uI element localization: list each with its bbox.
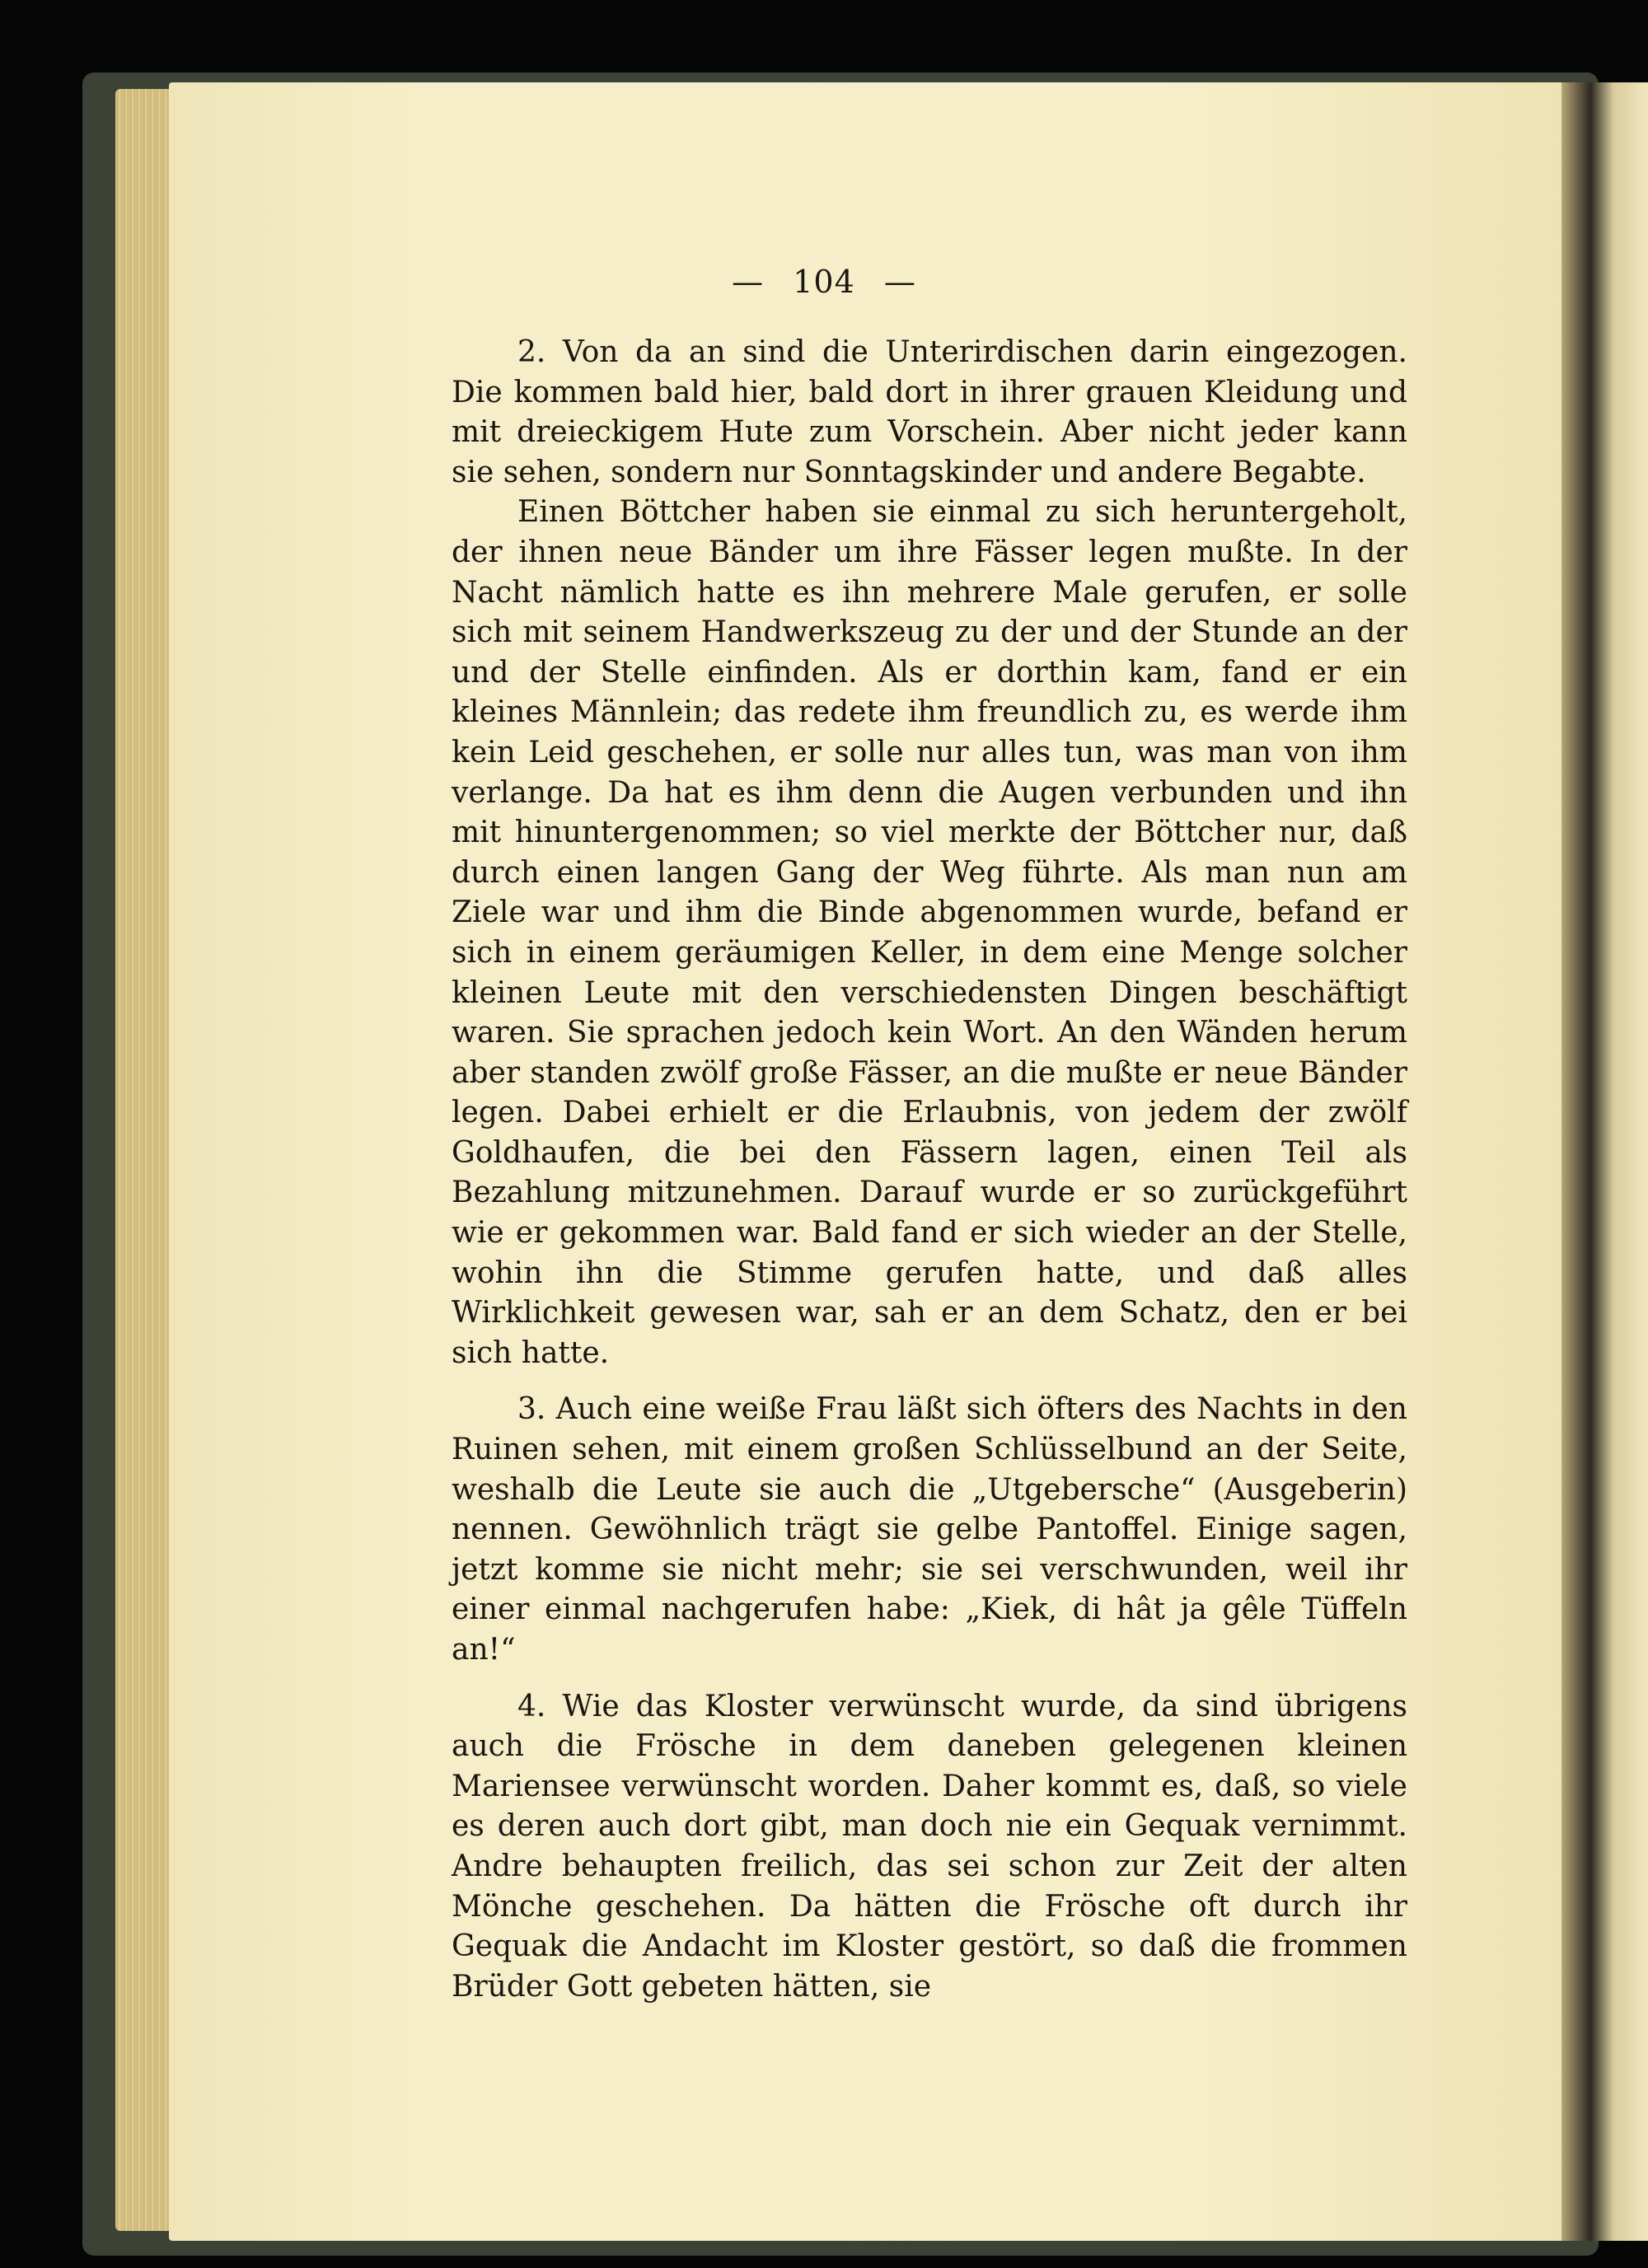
book-gutter: [1561, 82, 1594, 2241]
header-dash-right: —: [883, 264, 916, 300]
page-number: 104: [793, 264, 855, 300]
paragraph-2: 2. Von da an sind die Unterirdischen darin eingezogen. Die kommen bald hier, bald dort in ihrer grauen Kleidung und mit dreieckigem Hute zum Vorschein. Aber nicht jeder kann sie sehen, sondern nur Sonntagskinder und andere Begabte.: [452, 335, 1407, 489]
header-dash-left: —: [732, 264, 765, 300]
page-header: [0, 264, 1648, 300]
paragraph-4: 4. Wie das Kloster verwünscht wurde, da sind übrigens auch die Frösche in dem daneben gelegenen kleinen Mariensee verwünscht worden. Daher kommt es, daß, so viele es deren auch dort gibt, man doch nie ein Gequak vernimmt. Andre behaupten freilich, das sei schon zur Zeit der alten Mönche geschehen. Da hätten die Frösche oft durch ihr Gequak die Andacht im Kloster gestört, so daß die frommen Brüder Gott gebeten hätten, sie: [452, 1689, 1407, 2004]
paragraph-3: 3. Auch eine weiße Frau läßt sich öfters des Nachts in den Ruinen sehen, mit einem großen Schlüsselbund an der Seite, weshalb die Leute sie auch die „Utgebersche“ (Ausgeberin) nennen. Gewöhnlich trägt sie gelbe Pantoffel. Einige sagen, jetzt komme sie nicht mehr; sie sei verschwunden, weil ihr einer einmal nachgerufen habe: „Kiek, di hât ja gêle Tüffeln an!“: [452, 1392, 1407, 1667]
body-text: [452, 333, 1407, 2007]
paragraph-boettcher: Einen Böttcher haben sie einmal zu sich heruntergeholt, der ihnen neue Bänder um ihre Fässer legen mußte. In der Nacht nämlich hatte es ihn mehrere Male gerufen, er solle sich mit seinem Handwerkszeug zu der und der Stunde an der und der Stelle einfinden. Als er dorthin kam, fand er ein kleines Männlein; das redete ihm freundlich zu, es werde ihm kein Leid geschehen, er solle nur alles tun, was man von ihm verlange. Da hat es ihm denn die Augen verbunden und ihn mit hinuntergenommen; so viel merkte der Böttcher nur, daß durch einen langen Gang der Weg führte. Als man nun am Ziele war und ihm die Binde abgenommen wurde, befand er sich in einem geräumigen Keller, in dem eine Menge solcher kleinen Leute mit den verschiedensten Dingen beschäftigt waren. Sie sprachen jedoch kein Wort. An den Wänden herum aber standen zwölf große Fässer, an die mußte er neue Bänder legen. Dabei erhielt er die Erlaubnis, von jedem der zwölf Goldhaufen, die bei den Fässern lagen, einen Teil als Bezahlung mitzunehmen. Darauf wurde er so zurückgeführt wie er gekommen war. Bald fand er sich wieder an der Stelle, wohin ihn die Stimme gerufen hatte, und daß alles Wirklichkeit gewesen war, sah er an dem Schatz, den er bei sich hatte.: [452, 495, 1407, 1370]
next-page-edge: [1590, 82, 1648, 2241]
